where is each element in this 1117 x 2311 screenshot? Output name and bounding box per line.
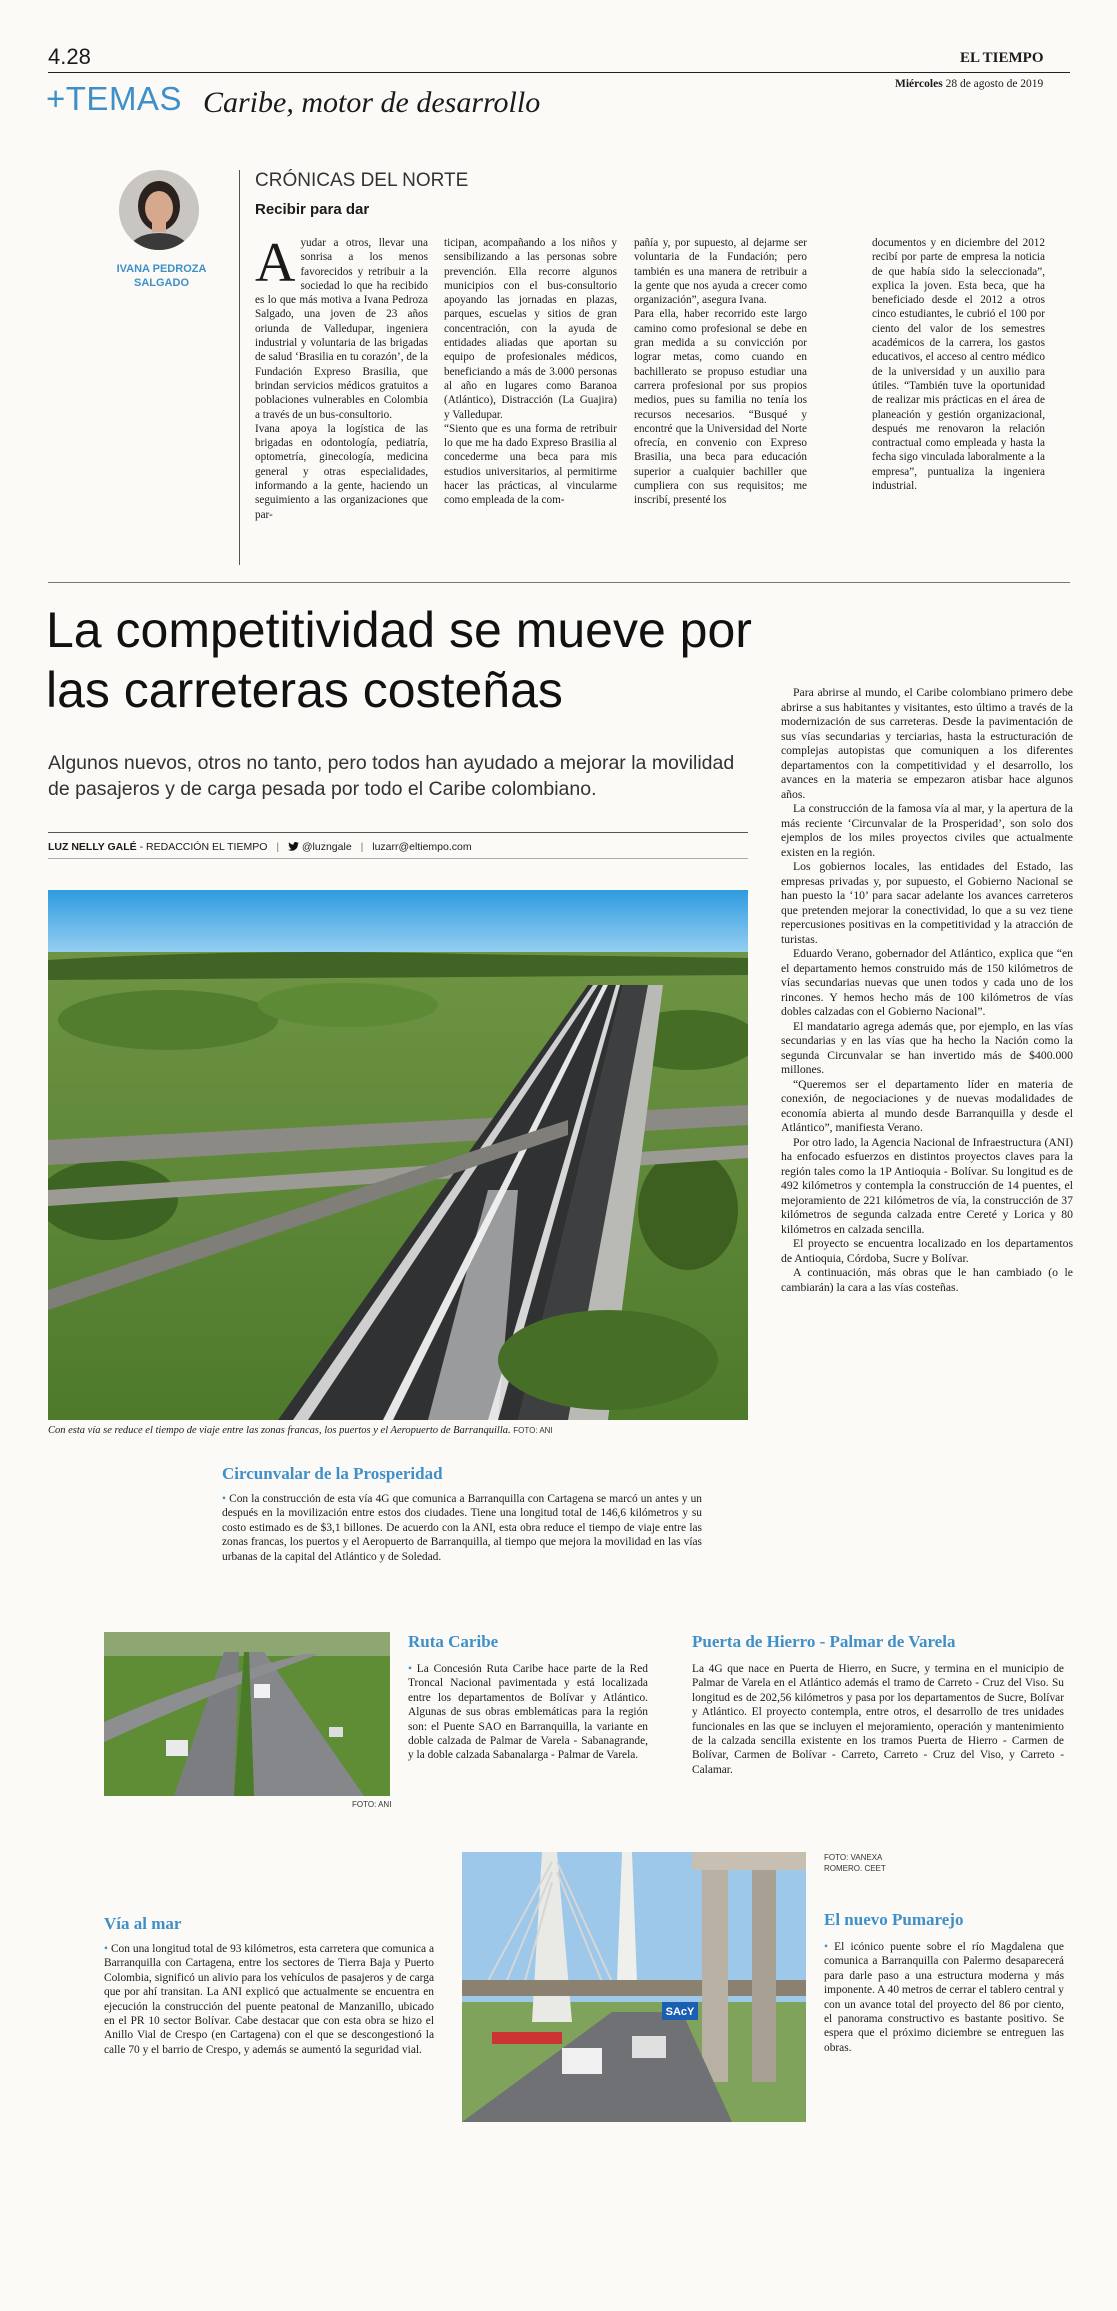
circunvalar-text	[222, 1492, 702, 1564]
issue-date	[895, 78, 1043, 90]
bullet-icon: •	[104, 1943, 108, 1955]
section-title: Caribe, motor de desarrollo	[203, 86, 541, 119]
article-paragraph: El proyecto se encuentra localizado en los departamentos de Antioquia, Córdoba, Sucre y Bolívar.	[781, 1237, 1073, 1265]
byline: LUZ NELLY GALÉ - REDACCIÓN EL TIEMPO | @luzngale | luzarr@eltiempo.com	[48, 841, 472, 853]
ruta-caribe-title: Ruta Caribe	[408, 1632, 499, 1651]
article-paragraph: Eduardo Verano, gobernador del Atlántico, explica que “en el departamento hemos construido más de 150 kilómetros de vías secundarias nuevas que unen todos y cada uno de los rincones. Y hemos hecho más de 100 kilómetros de vías dobles calzadas con el Gobierno Nacional”.	[781, 947, 1073, 1018]
column-text-3	[634, 236, 807, 508]
ruta-caribe-photo	[104, 1632, 390, 1796]
column-text-1	[255, 232, 428, 522]
twitter-icon	[288, 842, 299, 851]
circunvalar-body: Con la construcción de esta vía 4G que comunica a Barranquilla con Cartagena se marcó un antes y un después en la movilización entre estos dos ciudades. Tiene una longitud total de 146,6 kilómetros y su costo estimado es de $3,1 billones. De acuerdo con la ANI, esta obra reduce el tiempo de viaje entre las zonas francas, los puertos y el Aeropuerto de Barranquilla, al tiempo que mejora la movilidad en las vías urbanas de la capital del Atlántico y de Soledad.	[222, 1493, 702, 1563]
via-al-mar-body: Con una longitud total de 93 kilómetros, esta carretera que comunica a Barranquilla con Cartagena, entre los sectores de Tierra Baja y Puerto Colombia, significó un alivio para los vehículos de pasajeros y de carga que por ahí transitan. La ANI explicó que actualmente se encuentra en ejecución la construcción del puente peatonal de Manzanillo, ubicado en el PR 10 sector Bolívar. Cabe destacar que con esta obra se hizo el Anillo Vial de Crespo (en Cartagena) con el que se descongestionó la calle 70 y el barrio de Crespo, y además se aumentó la seguridad vial.	[104, 1943, 434, 2056]
highway-photo	[48, 890, 748, 1420]
byline-author: LUZ NELLY GALÉ	[48, 841, 137, 853]
article-paragraph: A continuación, más obras que le han cambiado (o le cambiarán) la cara a las vías costeñas.	[781, 1266, 1073, 1294]
column-paragraph: documentos y en diciembre del 2012 recibí por parte de empresa la noticia de que había sido la seleccionada”, explica la joven. Esta beca, que ha beneficiado desde el 2012 a otros cinco estudiantes, le cubrió el 100 por ciento del valor de los semestres académicos de la carrera, los gastos educativos, el acceso al centro médico de la universidad y un auxilio para útiles. “También tuve la oportunidad de realizar mis prácticas en el área de planeación y gestión organizacional, después me renovaron la relación contractual como empleada y hasta la fecha sigo vinculada laboralmente a la empresa”, puntualiza la ingeniera industrial.	[872, 237, 1045, 493]
masthead: EL TIEMPO	[960, 50, 1044, 66]
photo-credit: FOTO: ANI	[513, 1426, 553, 1435]
bullet-icon: •	[408, 1663, 412, 1675]
column-paragraph: yudar a otros, llevar una sonrisa a los menos favorecidos y retribuir a la sociedad lo que ha recibido es lo que más motiva a Ivana Pedroza Salgado, una joven de 23 años oriunda de Valledupar, ingeniera industrial y voluntaria de las brigadas de salud ‘Brasilia en tu corazón’, de la Fundación Expreso Brasilia, que brindan servicios médicos gratuitos a poblaciones vulnerables en Colombia a través de un bus-consultorio.	[255, 237, 428, 421]
puerta-hierro-text: La 4G que nace en Puerta de Hierro, en Sucre, y termina en el municipio de Palmar de Varela en el Atlántico además el tramo de Carreto - Cruz del Viso. Su longitud es de 202,56 kilómetros y pasa por los departamentos de Sucre, Bolívar y Atlántico. El proyecto contempla, entre otros, el desarrollo de tres unidades funcionales en las que se incluyen el mejoramiento, operación y mantenimiento de la calzada sencilla existente en los tramos Puerta de Hierro - Carmen de Bolívar, Carmen de Bolívar - Carreto, Carreto - Cruz del Viso, y Carreto - Calamar.	[692, 1663, 1064, 1776]
ruta-caribe-text	[408, 1662, 648, 1763]
byline-email[interactable]: luzarr@eltiempo.com	[372, 841, 472, 853]
ruta-caribe-photo-credit: FOTO: ANI	[352, 1800, 392, 1809]
via-al-mar-title: Vía al mar	[104, 1914, 182, 1933]
section-label: +TEMAS	[46, 80, 182, 117]
author-avatar	[119, 170, 199, 250]
column-text-2	[444, 236, 617, 508]
article-paragraph: Los gobiernos locales, las entidades del Estado, las empresas privadas y, por supuesto, el Gobierno Nacional se han puesto la ‘10’ para sacar adelante los avances carreteros que pretenden mejorar la conectividad, lo que a su vez tiene repercusiones positivas en la competitividad y la atracción de turistas.	[781, 860, 1073, 946]
column-divider	[239, 170, 240, 565]
page-number: 4.28	[48, 44, 91, 69]
article-paragraph: El mandatario agrega además que, por ejemplo, en las vías secundarias y en las vías que ha hecho la Nación como la segunda Circunvalar se han invertido más de $400.000 millones.	[781, 1019, 1073, 1076]
column-text-4	[872, 236, 1045, 493]
column-paragraph: pañía y, por supuesto, al dejarme ser voluntaria de la Fundación; pero también es una manera de retribuir a la gente que nos ayuda a crecer como organización”, asegura Ivana.	[634, 237, 807, 307]
article-deck: Algunos nuevos, otros no tanto, pero todos han ayudado a mejorar la movilidad de pasajeros y de carga pesada por todo el Caribe colombiano.	[48, 752, 735, 800]
pumarejo-title: El nuevo Pumarejo	[824, 1910, 964, 1929]
dropcap: A	[255, 232, 296, 294]
pumarejo-text	[824, 1940, 1064, 2055]
column-paragraph: “Siento que es una forma de retribuir lo que me ha dado Expreso Brasilia al concederme una beca para mis estudios universitarios, al permitirme hacer las prácticas, al vincularme como empleada de la com-	[444, 422, 617, 507]
column-paragraph: Para ella, haber recorrido este largo camino como profesional se debe en gran medida a su convicción por lograr metas, como cuando en bachillerato se propuso estudiar una carrera profesional por sus propios medios, pues su familia no tenía los recursos necesarios. “Busqué y encontré que la Universidad del Norte ofrecía, en convenio con Expreso Brasilia, una beca para educación superior a cualquier bachiller que cumpliera con sus requisitos; me inscribí, presenté los	[634, 308, 807, 507]
article-right-column	[781, 686, 1073, 1295]
bullet-icon: •	[222, 1493, 226, 1505]
bullet-icon: •	[824, 1941, 828, 1953]
bridge-photo-credit: FOTO: VANEXA ROMERO. CEET	[824, 1853, 886, 1873]
photo-caption-text: Con esta vía se reduce el tiempo de viaje entre las zonas francas, los puertos y el Aeropuerto de Barranquilla.	[48, 1425, 511, 1436]
bridge-sign-text: SAcY	[665, 2006, 695, 2018]
ruta-caribe-body: La Concesión Ruta Caribe hace parte de la Red Troncal Nacional pavimentada y está localizada entre los departamentos de Bolívar y Atlántico. Algunas de sus obras emblemáticas para la región son: el Puente SAO en Barranquilla, la variante en doble calzada de Palmar de Varela - Sabanagrande, y la doble calzada Sabanalarga - Palmar de Varela.	[408, 1663, 648, 1762]
via-al-mar-text	[104, 1942, 434, 2057]
column-kicker: CRÓNICAS DEL NORTE	[255, 170, 469, 191]
circunvalar-title: Circunvalar de la Prosperidad	[222, 1464, 443, 1483]
section-rule	[48, 582, 1070, 583]
article-headline: La competitividad se mueve por las carreteras costeñas	[46, 602, 752, 718]
article-paragraph: “Queremos ser el departamento líder en materia de conexión, de negociaciones y de nuevas modalidades de economía abierta al mundo desde Barranquilla y desde el Atlántico”, manifiesta Verano.	[781, 1077, 1073, 1134]
column-author: IVANA PEDROZA SALGADO	[116, 263, 207, 289]
issue-date-text: 28 de agosto de 2019	[945, 78, 1044, 90]
column-paragraph: ticipan, acompañando a los niños y sensibilizando a las personas sobre prevención. Ella recorre algunos municipios con el bus-consultorio apoyando las jornadas en plazas, parques, escuelas y sitios de gran concentración, con la ayuda de entidades aliadas que aportan su equipo de profesionales médicos, beneficiando a más de 3.000 personas al año en lugares como Baranoa (Atlántico), Distracción (La Guajira) y Valledupar.	[444, 237, 617, 421]
article-paragraph: La construcción de la famosa vía al mar, y la apertura de la más reciente ‘Circunvalar de la Prosperidad’, son solo dos ejemplos de los miles proyectos civiles que actualmente existen en la región.	[781, 802, 1073, 859]
article-paragraph: Para abrirse al mundo, el Caribe colombiano primero debe abrirse a sus habitantes y visitantes, esto último a través de la modernización de sus carreteras. Desde la pavimentación de sus vías secundarias y terciarias, hasta la estructuración de complejas autopistas que comuniquen a los diferentes departamentos con la competitividad y el desarrollo, los avances en la materia se empezaron atisbar hace algunos años.	[781, 686, 1073, 801]
byline-twitter[interactable]: @luzngale	[301, 841, 352, 853]
pumarejo-body: El icónico puente sobre el río Magdalena que comunica a Barranquilla con Palermo desaparecerá para darle paso a una estructura moderna y más imponente. A 40 metros de cerrar el tablero central y con un avance total del proyecto del 86 por ciento, el panorama constructivo es bastante positivo. Se espera que el próximo diciembre se entreguen las obras.	[824, 1941, 1064, 2054]
byline-bottom-rule	[48, 858, 748, 859]
byline-role: - REDACCIÓN EL TIEMPO	[139, 841, 268, 853]
column-title: Recibir para dar	[255, 201, 370, 218]
article-paragraph: Por otro lado, la Agencia Nacional de Infraestructura (ANI) ha enfocado esfuerzos en distintos proyectos claves para la región tales como la 1P Antioquia - Bolívar. Su longitud es de 492 kilómetros y contempla la construcción de 14 puentes, el mejoramiento de 221 kilómetros de vía, la construcción de 37 kilómetros de segunda calzada entre Cereté y Lorica y 80 kilómetros en calzada sencilla.	[781, 1135, 1073, 1236]
header-rule	[48, 72, 1070, 73]
byline-top-rule	[48, 832, 748, 833]
pumarejo-bridge-photo	[462, 1852, 806, 2122]
issue-weekday: Miércoles	[895, 78, 943, 90]
column-paragraph: Ivana apoya la logística de las brigadas en odontología, pediatría, optometría, ginecología, medicina general y otras especialidades, informando a la gente, haciendo un seguimiento a las organizaciones que par-	[255, 422, 428, 521]
puerta-hierro-title: Puerta de Hierro - Palmar de Varela	[692, 1632, 956, 1651]
photo-caption	[48, 1424, 748, 1437]
